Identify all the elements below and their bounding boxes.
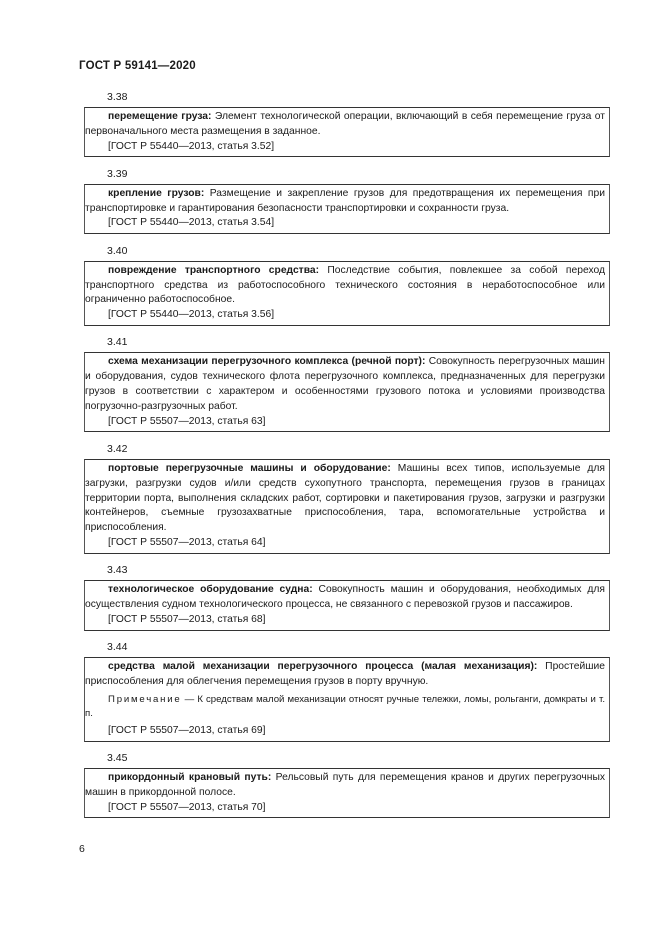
term-name: схема механизации перегрузочного комплекса (речной порт):	[108, 356, 426, 368]
term-number: 3.42	[107, 442, 128, 455]
term-name: перемещение груза:	[108, 111, 212, 122]
term-number: 3.41	[107, 336, 128, 349]
term-entry	[84, 640, 610, 741]
term-name: портовые перегрузочные машины и оборудование:	[108, 462, 391, 474]
term-entry	[84, 167, 610, 234]
term-definition	[85, 660, 607, 690]
term-box	[84, 580, 610, 630]
definition-text: Последствие события, повлекшее за собой переход транспортного средства из работоспособного технического состояния в неработоспособное или ограниченно работоспособное.	[85, 264, 605, 306]
term-number: 3.38	[107, 91, 128, 103]
term-reference: [ГОСТ Р 55507—2013, статья 63]	[108, 415, 266, 427]
term-entry	[84, 335, 610, 432]
definition-text: Рельсовый путь для перемещения кранов и других перегрузочных машин в прикордонной полосе.	[85, 772, 605, 798]
definition-text: Совокупность перегрузочных машин и оборудования, судов технического флота перегрузочного комплекса, предназначенных для перегрузки грузов в соответствии с характером и особенностями грузового потока и условиями производства погрузочно-разгрузочных работ.	[85, 356, 605, 412]
term-box	[84, 657, 610, 741]
term-definition	[85, 187, 607, 217]
term-definition	[85, 264, 607, 308]
term-reference: [ГОСТ Р 55440—2013, статья 3.52]	[108, 140, 275, 152]
term-reference: [ГОСТ Р 55507—2013, статья 70]	[108, 801, 266, 813]
definition-text: Элемент технологической операции, включающий в себя перемещение груза от первоначального места размещения в заданное.	[85, 111, 605, 137]
term-definition	[85, 462, 607, 536]
term-name: повреждение транспортного средства:	[108, 264, 320, 276]
document-header: ГОСТ Р 59141—2020	[79, 60, 196, 72]
term-reference: [ГОСТ Р 55440—2013, статья 3.56]	[108, 309, 275, 321]
term-entry	[84, 751, 610, 818]
term-number: 3.40	[107, 244, 128, 257]
term-reference: [ГОСТ Р 55507—2013, статья 64]	[108, 536, 266, 548]
term-reference: [ГОСТ Р 55440—2013, статья 3.54]	[108, 217, 275, 229]
note-text: — К средствам малой механизации относят ручные тележки, ломы, рольганги, домкраты и т. п.	[85, 693, 605, 719]
term-box	[84, 107, 610, 157]
definition-text: Совокупность машин и оборудования, необходимых для осуществления судном технологического процесса, не связанного с перевозкой грузов и пассажиров.	[85, 584, 605, 611]
term-entry	[84, 244, 610, 326]
term-entry	[84, 90, 610, 157]
term-name: технологическое оборудование судна:	[108, 584, 313, 596]
term-box	[84, 184, 610, 234]
term-reference: [ГОСТ Р 55507—2013, статья 68]	[108, 613, 266, 625]
term-definition	[85, 355, 607, 414]
definition-text: Машины всех типов, используемые для загрузки, разгрузки судов и/или средств сухопутного транспорта, перемещения грузов в границах территории порта, выполнения складских работ, сортировки и пакетирования грузов, загрузки и разгрузки контейнеров, съемные грузозахватные приспособления, тара, вспомогательные устройства и приспособления.	[85, 462, 605, 534]
term-number: 3.43	[107, 564, 128, 577]
term-definition	[85, 771, 607, 801]
term-box	[84, 459, 610, 554]
term-note	[85, 693, 607, 721]
term-box	[84, 768, 610, 818]
term-definition	[85, 583, 607, 613]
terms-list	[84, 90, 610, 828]
term-entry	[84, 563, 610, 630]
definition-text: Размещение и закрепление грузов для предотвращения их перемещения при транспортировке и гарантирования безопасности транспортировки и сохранности груза.	[85, 187, 605, 214]
term-name: прикордонный крановый путь:	[108, 772, 272, 784]
term-definition	[85, 110, 607, 140]
term-number: 3.45	[107, 752, 128, 765]
term-entry	[84, 442, 610, 554]
term-number: 3.39	[107, 167, 128, 180]
definition-text: Простейшие приспособления для облегчения перемещения грузов в порту вручную.	[85, 661, 605, 687]
term-name: крепление грузов:	[108, 187, 205, 199]
note-label: Примечание	[108, 693, 182, 705]
term-box	[84, 261, 610, 326]
term-box	[84, 352, 610, 432]
term-number: 3.44	[107, 641, 128, 654]
page-number: 6	[79, 843, 85, 855]
term-name: средства малой механизации перегрузочного процесса (малая механизация):	[108, 661, 538, 673]
term-reference: [ГОСТ Р 55507—2013, статья 69]	[108, 724, 266, 736]
